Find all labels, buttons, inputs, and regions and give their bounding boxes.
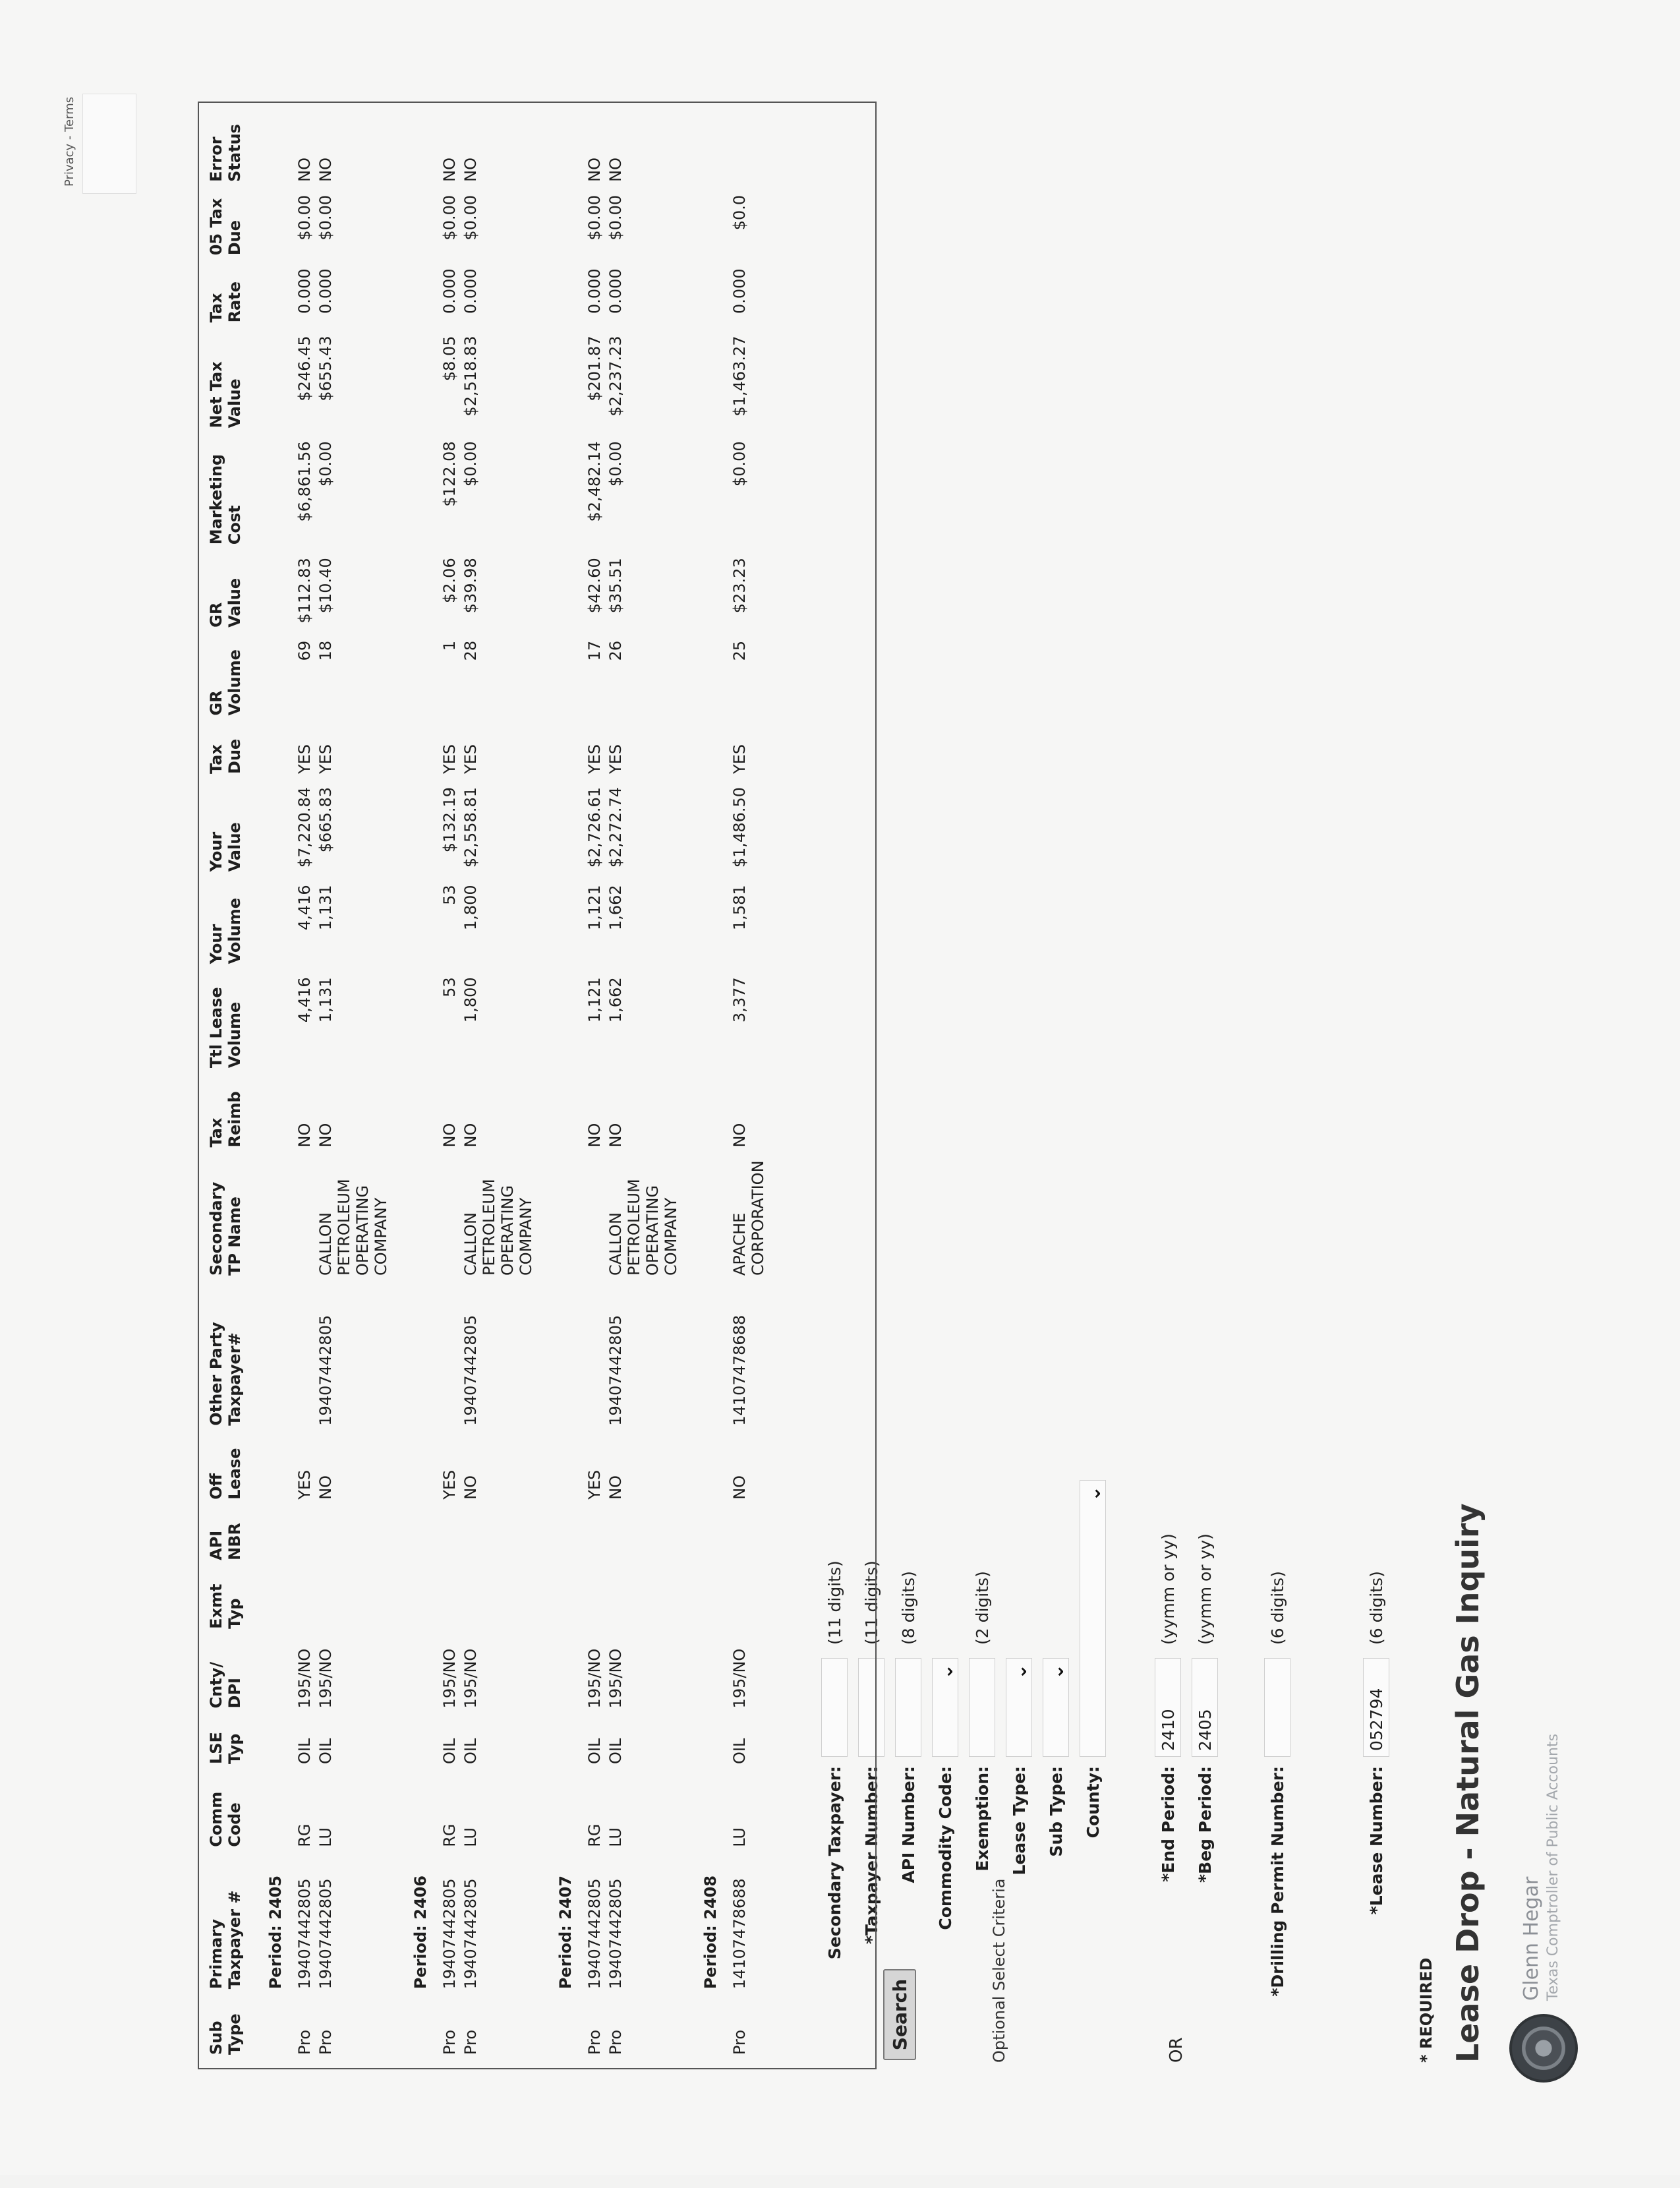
table-cell: 0.000: [730, 268, 749, 314]
table-cell: NO: [585, 158, 604, 182]
table-cell: Pro: [730, 2029, 749, 2055]
table-cell: OIL: [585, 1738, 604, 1765]
exemption-label: Exemption:: [972, 1766, 992, 1872]
table-cell: [584, 1154, 605, 1282]
results-table: [204, 103, 768, 2061]
beg-period-input[interactable]: 2405: [1192, 1658, 1218, 1757]
table-cell: 53: [440, 977, 459, 997]
table-cell: $112.83: [295, 558, 314, 624]
exemption-row: [964, 1571, 1000, 2188]
search-button[interactable]: Search: [883, 1969, 916, 2060]
table-cell: NO: [440, 1123, 459, 1148]
col-tax-reimb: Tax Reimb: [207, 1091, 244, 1148]
col-error-status: Error Status: [207, 124, 244, 182]
table-cell: OIL: [606, 1738, 625, 1765]
table-cell: $665.83: [316, 786, 335, 853]
table-cell: 0.000: [461, 268, 480, 314]
county-label: County:: [1083, 1766, 1103, 1839]
sub-type-row: [1037, 1658, 1074, 2188]
col-net-tax-value: Net Tax Value: [207, 361, 244, 429]
table-cell: [729, 1506, 768, 1567]
table-cell: [439, 1567, 460, 1636]
commodity-code-label: Commodity Code:: [935, 1766, 955, 1930]
col-secondary-tp-name: Secondary TP Name: [207, 1181, 244, 1276]
lease-number-input[interactable]: 052794: [1363, 1658, 1389, 1757]
period-label: Period: 2408: [701, 1875, 720, 1990]
lease-type-select[interactable]: [1006, 1658, 1032, 1757]
table-cell: 195/NO: [461, 1648, 480, 1709]
table-cell: $1,463.27: [730, 336, 749, 417]
table-cell: LU: [606, 1827, 625, 1847]
table-cell: LU: [461, 1827, 480, 1847]
end-period-input[interactable]: 2410: [1155, 1658, 1181, 1757]
table-cell: 3,377: [730, 977, 749, 1023]
county-select[interactable]: [1080, 1480, 1106, 1757]
period-row: [536, 103, 584, 2061]
table-cell: $10.40: [316, 558, 335, 614]
table-cell: 26: [606, 640, 625, 661]
secondary-taxpayer-label: Secondary Taxpayer:: [825, 1766, 844, 1960]
table-cell: CALLON PETROLEUM OPERATING COMPANY: [461, 1179, 535, 1276]
table-cell: $42.60: [585, 558, 604, 614]
beg-period-row: [1186, 1533, 1223, 2188]
table-cell: 0.000: [316, 268, 335, 314]
table-cell: 28: [461, 640, 480, 661]
col-tax-due: Tax Due: [207, 738, 244, 774]
col-lse-typ: LSE Typ: [207, 1732, 244, 1765]
period-row: [391, 103, 439, 2061]
county-row: [1074, 1480, 1111, 2188]
privacy-panel: [82, 94, 136, 194]
beg-period-hint: (yymm or yy): [1195, 1533, 1215, 1645]
table-cell: NO: [585, 1123, 604, 1148]
texas-seal-icon: [1509, 2014, 1578, 2083]
table-cell: 19407442805: [585, 1878, 604, 1990]
table-cell: RG: [295, 1823, 314, 1847]
end-period-row: [1149, 1533, 1186, 2188]
table-cell: APACHE CORPORATION: [730, 1160, 767, 1276]
table-cell: 195/NO: [316, 1648, 335, 1709]
table-cell: OIL: [461, 1738, 480, 1765]
table-cell: $35.51: [606, 558, 625, 614]
table-cell: $23.23: [730, 558, 749, 614]
col-your-value: Your Value: [207, 822, 244, 872]
col-cnty-dpi: Cnty/ DPI: [207, 1661, 244, 1709]
drilling-permit-input[interactable]: [1264, 1658, 1290, 1757]
table-row: [315, 103, 391, 2061]
table-cell: [584, 1282, 605, 1433]
table-cell: NO: [730, 1123, 749, 1148]
table-cell: Pro: [316, 2029, 335, 2055]
table-cell: $0.00: [461, 441, 480, 487]
table-cell: 1,121: [585, 977, 604, 1023]
table-cell: [460, 1567, 536, 1636]
table-cell: [605, 1567, 681, 1636]
table-cell: NO: [606, 158, 625, 182]
table-cell: 195/NO: [295, 1648, 314, 1709]
table-cell: Pro: [295, 2029, 314, 2055]
secondary-taxpayer-hint: (11 digits): [825, 1560, 844, 1645]
period-label: Period: 2406: [411, 1875, 430, 1990]
table-cell: 1,800: [461, 977, 480, 1023]
table-cell: $0.00: [461, 194, 480, 241]
lease-type-label: Lease Type:: [1009, 1766, 1029, 1876]
table-cell: $132.19: [440, 786, 459, 853]
table-cell: NO: [461, 1475, 480, 1500]
brand-subtitle: Texas Comptroller of Public Accounts: [1545, 1733, 1561, 2001]
table-cell: $2,237.23: [606, 336, 625, 417]
table-cell: $7,220.84: [295, 786, 314, 868]
table-cell: RG: [585, 1823, 604, 1847]
table-cell: NO: [295, 158, 314, 182]
col-primary-taxpayer: Primary Taxpayer #: [207, 1890, 244, 1990]
table-cell: [439, 1154, 460, 1282]
table-cell: NO: [461, 1123, 480, 1148]
col-gr-value: GR Value: [207, 577, 244, 628]
table-cell: $2.06: [440, 558, 459, 603]
table-cell: YES: [585, 744, 604, 774]
col-other-party: Other Party Taxpayer#: [207, 1322, 244, 1426]
table-cell: YES: [585, 1469, 604, 1500]
page-title: Lease Drop - Natural Gas Inquiry: [1450, 1503, 1486, 2063]
table-cell: 4,416: [295, 885, 314, 931]
table-cell: 1,131: [316, 885, 335, 931]
table-cell: $0.00: [730, 441, 749, 487]
table-cell: YES: [461, 744, 480, 774]
table-cell: $0.00: [606, 194, 625, 241]
commodity-code-select[interactable]: [932, 1658, 958, 1757]
table-cell: $0.00: [316, 441, 335, 487]
table-cell: OIL: [316, 1738, 335, 1765]
api-number-row: [890, 1571, 927, 2188]
chevron-down-icon: ⌄: [1046, 1664, 1068, 1680]
table-cell: Pro: [461, 2029, 480, 2055]
table-cell: 1,662: [606, 885, 625, 931]
col-05-tax-due: 05 Tax Due: [207, 198, 244, 256]
col-your-volume: Your Volume: [207, 897, 244, 964]
table-cell: 195/NO: [606, 1648, 625, 1709]
table-cell: 19407442805: [440, 1878, 459, 1990]
period-row: [681, 103, 729, 2061]
optional-criteria-heading: Optional Select Criteria: [990, 1878, 1008, 2063]
table-cell: 4,416: [295, 977, 314, 1023]
chevron-down-icon: ⌄: [1009, 1664, 1031, 1680]
table-cell: $2,726.61: [585, 786, 604, 868]
col-comm-code: Comm Code: [207, 1791, 244, 1847]
table-cell: [315, 1506, 391, 1567]
table-cell: 0.000: [440, 268, 459, 314]
table-cell: [605, 1506, 681, 1567]
lease-number-hint: (6 digits): [1366, 1571, 1386, 1645]
table-cell: 195/NO: [440, 1648, 459, 1709]
sub-type-label: Sub Type:: [1046, 1766, 1066, 1857]
table-cell: 14107478688: [730, 1878, 749, 1990]
table-cell: NO: [461, 158, 480, 182]
col-api-nbr: API NBR: [207, 1523, 244, 1560]
col-tax-rate: Tax Rate: [207, 281, 244, 323]
table-cell: 14107478688: [730, 1315, 749, 1426]
table-cell: $655.43: [316, 336, 335, 401]
exemption-input[interactable]: [969, 1658, 995, 1757]
table-cell: [729, 103, 768, 189]
table-cell: 25: [730, 640, 749, 661]
table-cell: 19407442805: [461, 1315, 480, 1426]
table-cell: $2,272.74: [606, 786, 625, 868]
table-cell: $122.08: [440, 441, 459, 507]
table-cell: OIL: [440, 1738, 459, 1765]
table-body: [246, 103, 768, 2061]
table-cell: $0.0: [730, 194, 749, 231]
required-note: * REQUIRED: [1417, 1957, 1435, 2063]
table-cell: NO: [316, 1475, 335, 1500]
table-cell: NO: [606, 1475, 625, 1500]
beg-period-label: *Beg Period:: [1195, 1766, 1215, 1883]
api-number-hint: (8 digits): [898, 1571, 918, 1645]
table-cell: 195/NO: [585, 1648, 604, 1709]
col-marketing-cost: Marketing Cost: [207, 454, 244, 545]
chevron-down-icon: ⌄: [1083, 1486, 1105, 1502]
table-row: [460, 103, 536, 2061]
table-cell: 19407442805: [316, 1878, 335, 1990]
table-cell: 1,800: [461, 885, 480, 931]
table-cell: [729, 1567, 768, 1636]
col-gr-volume: GR Volume: [207, 649, 244, 716]
table-cell: 0.000: [585, 268, 604, 314]
table-cell: CALLON PETROLEUM OPERATING COMPANY: [606, 1179, 680, 1276]
table-cell: YES: [316, 744, 335, 774]
drilling-permit-label: *Drilling Permit Number:: [1267, 1766, 1287, 1997]
exemption-hint: (2 digits): [972, 1571, 992, 1645]
table-cell: 18: [316, 640, 335, 661]
table-cell: $1,486.50: [730, 786, 749, 868]
table-cell: Pro: [440, 2029, 459, 2055]
table-cell: YES: [440, 744, 459, 774]
table-cell: $39.98: [461, 558, 480, 614]
table-cell: $0.00: [440, 194, 459, 241]
table-cell: LU: [730, 1827, 749, 1847]
table-row: [605, 103, 681, 2061]
table-cell: 1,131: [316, 977, 335, 1023]
table-cell: OIL: [295, 1738, 314, 1765]
col-sub-type: Sub Type: [207, 2013, 244, 2055]
table-cell: 53: [440, 885, 459, 905]
table-cell: YES: [440, 1469, 459, 1500]
table-row: [294, 103, 315, 2061]
table-cell: $2,558.81: [461, 786, 480, 868]
table-cell: 69: [295, 640, 314, 661]
table-cell: Pro: [606, 2029, 625, 2055]
chevron-down-icon: ⌄: [935, 1664, 957, 1680]
period-label: Period: 2405: [266, 1875, 285, 1990]
taxpayer-number-hint: (11 digits): [861, 1560, 881, 1645]
table-row: [439, 103, 460, 2061]
lease-type-row: [1000, 1658, 1037, 2188]
table-cell: [439, 1506, 460, 1567]
table-cell: $0.00: [585, 194, 604, 241]
table-row: [584, 103, 605, 2061]
table-cell: $6,861.56: [295, 441, 314, 522]
table-cell: 19407442805: [606, 1878, 625, 1990]
api-number-label: API Number:: [898, 1766, 918, 1883]
table-cell: Pro: [585, 2029, 604, 2055]
table-cell: NO: [295, 1123, 314, 1148]
table-cell: NO: [606, 1123, 625, 1148]
end-period-label: *End Period:: [1158, 1766, 1178, 1882]
table-cell: 19407442805: [316, 1315, 335, 1426]
sub-type-select[interactable]: [1043, 1658, 1069, 1757]
table-cell: 0.000: [295, 268, 314, 314]
commodity-code-row: [927, 1658, 964, 2188]
drilling-permit-hint: (6 digits): [1267, 1571, 1287, 1645]
col-exmt-typ: Exmt Typ: [207, 1583, 244, 1629]
table-cell: [294, 1154, 315, 1282]
table-cell: YES: [730, 744, 749, 774]
table-cell: $0.00: [316, 194, 335, 241]
table-cell: 19407442805: [606, 1315, 625, 1426]
taxpayer-number-label: *Taxpayer Number:: [861, 1766, 881, 1945]
col-off-lease: Off Lease: [207, 1448, 244, 1500]
table-cell: $0.00: [606, 441, 625, 487]
table-cell: [315, 1567, 391, 1636]
lease-number-label: *Lease Number:: [1366, 1766, 1386, 1915]
table-row: [729, 103, 768, 2061]
brand-name[interactable]: Glenn Hegar: [1520, 1876, 1543, 2001]
table-cell: $2,482.14: [585, 441, 604, 522]
period-row: [246, 103, 294, 2061]
table-cell: 195/NO: [730, 1648, 749, 1709]
table-cell: YES: [295, 1469, 314, 1500]
table-cell: CALLON PETROLEUM OPERATING COMPANY: [316, 1179, 390, 1276]
col-ttl-lease-volume: Ttl Lease Volume: [207, 987, 244, 1069]
table-cell: 0.000: [606, 268, 625, 314]
privacy-terms-link[interactable]: Privacy - Terms: [63, 96, 76, 187]
table-cell: 17: [585, 640, 604, 661]
table-cell: [294, 1506, 315, 1567]
table-cell: 19407442805: [295, 1878, 314, 1990]
table-cell: [294, 1282, 315, 1433]
table-cell: NO: [440, 158, 459, 182]
table-cell: 1,121: [585, 885, 604, 931]
table-cell: $0.00: [295, 194, 314, 241]
table-cell: NO: [730, 1475, 749, 1500]
table-cell: $8.05: [440, 336, 459, 382]
table-cell: NO: [316, 158, 335, 182]
table-cell: 19407442805: [461, 1878, 480, 1990]
table-cell: OIL: [730, 1738, 749, 1765]
table-cell: $246.45: [295, 336, 314, 401]
end-period-hint: (yymm or yy): [1158, 1533, 1178, 1645]
table-cell: [439, 1282, 460, 1433]
table-cell: NO: [316, 1123, 335, 1148]
table-cell: $201.87: [585, 336, 604, 401]
api-number-input[interactable]: [895, 1658, 921, 1757]
period-label: Period: 2407: [556, 1875, 575, 1990]
table-cell: [460, 1506, 536, 1567]
table-cell: RG: [440, 1823, 459, 1847]
table-cell: YES: [295, 744, 314, 774]
table-cell: [584, 1567, 605, 1636]
drilling-permit-row: [1259, 1571, 1296, 2188]
or-separator: OR: [1167, 2037, 1186, 2063]
table-cell: LU: [316, 1827, 335, 1847]
table-cell: 1: [440, 640, 459, 651]
table-cell: $2,518.83: [461, 336, 480, 417]
table-cell: YES: [606, 744, 625, 774]
table-cell: [584, 1506, 605, 1567]
table-cell: [294, 1567, 315, 1636]
lease-number-row: [1358, 1571, 1395, 2188]
table-header-row: [204, 103, 246, 2061]
table-cell: 1,581: [730, 885, 749, 931]
table-cell: 1,662: [606, 977, 625, 1023]
results-table-container: [198, 102, 877, 2069]
